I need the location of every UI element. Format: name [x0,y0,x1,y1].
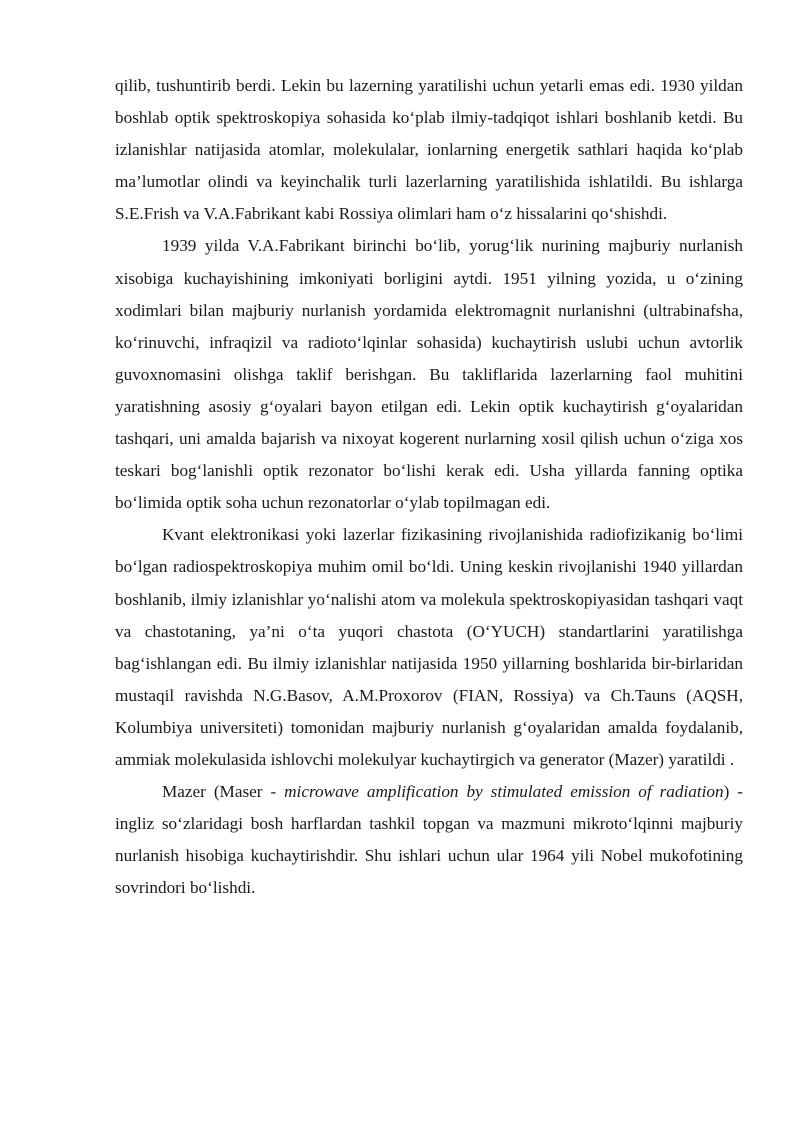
paragraph-maser [115,776,743,904]
maser-acronym-expansion: microwave amplification by stimulated emission of radiation [284,782,724,802]
paragraph-radiospectroscopy: Kvant elektronikasi yoki lazerlar fizikasining rivojlanishida radiofizikanig bo‘limi bo‘lgan radiospektroskopiya muhim omil bo‘ldi. Uning keskin rivojlanishi 1940 yillardan boshlanib, ilmiy izlanishlar yo‘nalishi atom va molekula spektroskopiyasidan tashqari vaqt va chastotaning, ya’ni o‘ta yuqori chastota (O‘YUCH) standartlarini yaratilishga bag‘ishlangan edi. Bu ilmiy izlanishlar natijasida 1950 yillarning boshlarida bir-birlaridan mustaqil ravishda N.G.Basov, A.M.Proxorov (FIAN, Rossiya) va Ch.Tauns (AQSH, Kolumbiya universiteti) tomonidan majburiy nurlanish g‘oyalaridan amalda foydalanib, ammiak molekulasida ishlovchi molekulyar kuchaytirgich va generator (Mazer) yaratildi . [115,525,743,769]
paragraph-intro-continuation: qilib, tushuntirib berdi. Lekin bu lazerning yaratilishi uchun yetarli emas edi. 1930 yildan boshlab optik spektroskopiya sohasida ko‘plab ilmiy-tadqiqot ishlari boshlanib ketdi. Bu izlanishlar natijasida atomlar, molekulalar, ionlarning energetik sathlari haqida ko‘plab ma’lumotlar olindi va keyinchalik turli lazerlarning yaratilishida ishlatildi. Bu ishlarga S.E.Frish va V.A.Fabrikant kabi Rossiya olimlari ham o‘z hissalarini qo‘shishdi. [115,76,743,224]
document-page [115,70,743,904]
maser-rest-text: ) - ingliz so‘zlaridagi bosh harflardan tashkil topgan va mazmuni mikroto‘lqinni majburiy nurlanish hisobiga kuchaytirishdir. Shu ishlari uchun ular 1964 yili Nobel mukofotining sovrindori bo‘lishdi. [115,782,744,898]
paragraph-fabrikant: 1939 yilda V.A.Fabrikant birinchi bo‘lib, yorug‘lik nurining majburiy nurlanish xisobiga kuchayishining imkoniyati borligini aytdi. 1951 yilning yozida, u o‘zining xodimlari bilan majburiy nurlanish yordamida elektromagnit nurlanishni (ultrabinafsha, ko‘rinuvchi, infraqizil va radioto‘lqinlar sohasida) kuchaytirish uslubi uchun avtorlik guvoxnomasini olishga taklif berishgan. Bu takliflarida lazerlarning faol muhitini yaratishning asosiy g‘oyalari bayon etilgan edi. Lekin optik kuchaytirish g‘oyalaridan tashqari, uni amalda bajarish va nixoyat kogerent nurlarning xosil qilish uchun o‘ziga xos teskari bog‘lanishli optik rezonator bo‘lishi kerak edi. Usha yillarda fanning optika bo‘limida optik soha uchun rezonatorlar o‘ylab topilmagan edi. [115,236,743,513]
maser-lead-text: Mazer (Maser - [162,782,285,802]
